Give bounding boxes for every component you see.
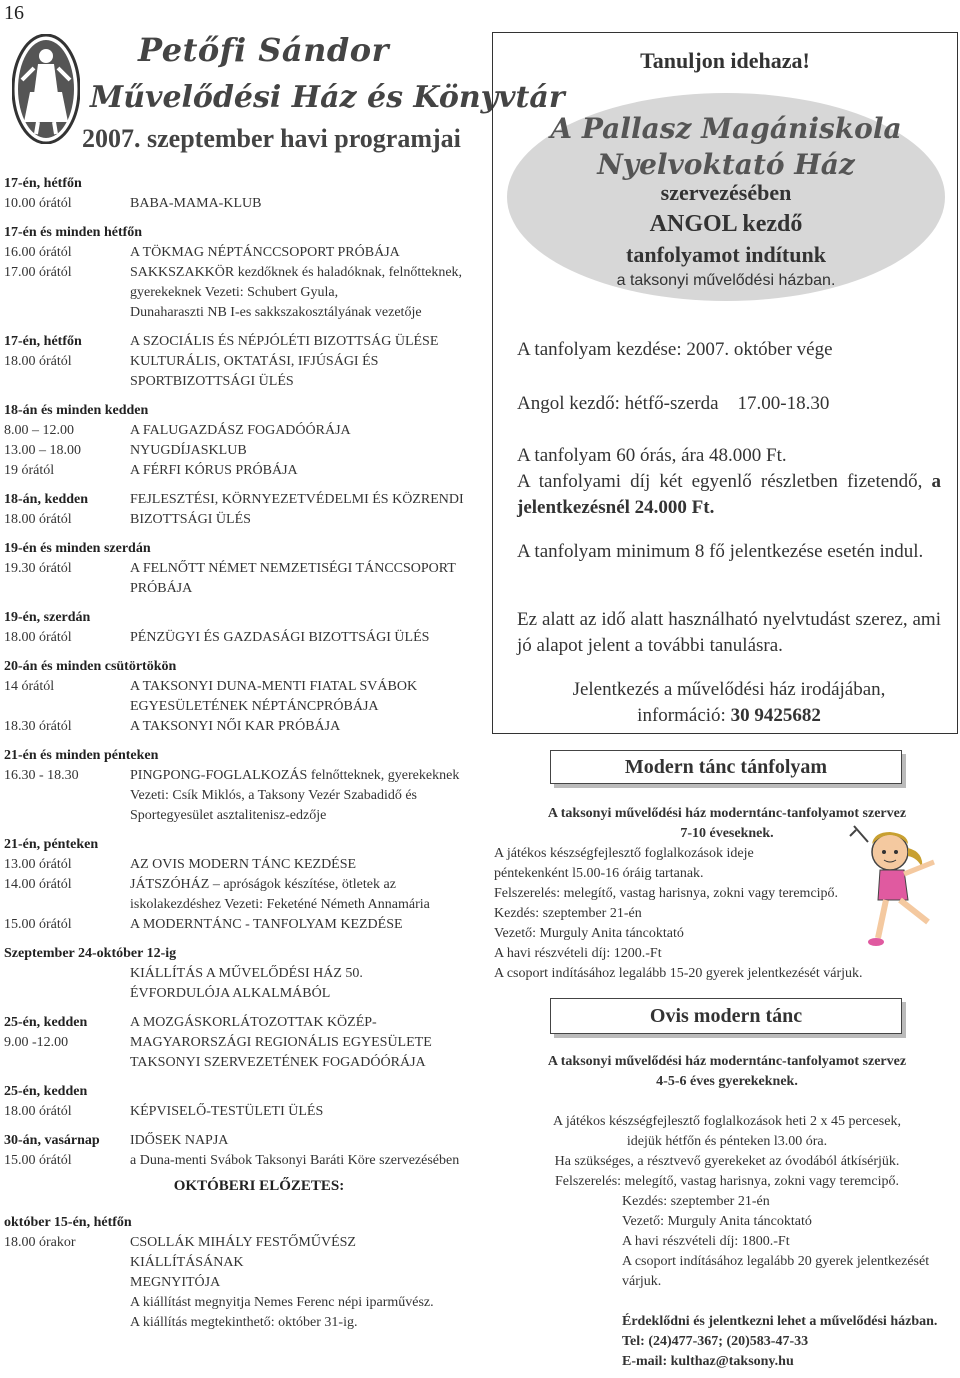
program-row bbox=[4, 1293, 474, 1313]
program-description: PÉNZÜGYI ÉS GAZDASÁGI BIZOTTSÁGI ÜLÉS bbox=[130, 630, 430, 645]
program-description: A kiállítás megtekinthető: október 31-ig. bbox=[130, 1314, 358, 1330]
program-gap bbox=[4, 935, 474, 944]
program-time: 18.00 órától bbox=[4, 354, 72, 369]
program-time bbox=[4, 895, 130, 915]
ovis-dance-button: Ovis modern tánc bbox=[550, 998, 902, 1034]
modern-detail-line: Vezető: Murguly Anita táncoktató bbox=[494, 926, 684, 941]
program-time: 30-án, vasárnap bbox=[4, 1133, 100, 1148]
ad-start-text: tanfolyamot indítunk bbox=[626, 242, 826, 267]
program-row bbox=[4, 1273, 474, 1293]
modern-detail-line: Felszerelés: melegítő, vastag harisnya, zokni vagy teremcipő. bbox=[494, 886, 839, 901]
program-description: A TÖKMAG NÉPTÁNCCSOPORT PRÓBÁJA bbox=[130, 245, 400, 260]
program-row bbox=[4, 1013, 474, 1033]
ad-top-title: Tanuljon idehaza! bbox=[640, 48, 810, 73]
program-description: SPORTBIZOTTSÁGI ÜLÉS bbox=[130, 374, 294, 389]
program-time: 15.00 órától bbox=[4, 917, 72, 932]
program-time: 18.00 órától bbox=[4, 1104, 72, 1119]
program-description: KIÁLLÍTÁS A MŰVELŐDÉSI HÁZ 50. bbox=[130, 966, 363, 981]
program-row bbox=[4, 895, 474, 915]
program-description: BIZOTTSÁGI ÜLÉS bbox=[130, 512, 251, 527]
modern-detail-line: A játékos készségfejlesztő foglalkozások ideje bbox=[494, 846, 754, 861]
ad-minimum: A tanfolyam minimum 8 fő jelentkezése esetén indul. bbox=[517, 541, 924, 562]
program-row bbox=[4, 1253, 474, 1273]
program-heading: 20-án és minden csütörtökön bbox=[4, 659, 177, 674]
program-time: 15.00 órától bbox=[4, 1153, 72, 1168]
ad-school-name: A Pallasz Magániskola bbox=[550, 112, 902, 145]
program-description: Sportegyesület asztalitenisz-edzője bbox=[130, 808, 327, 823]
program-description: A TAKSONYI DUNA-MENTI FIATAL SVÁBOK bbox=[130, 679, 418, 694]
program-row bbox=[4, 1102, 474, 1122]
program-time: 18-án, kedden bbox=[4, 492, 89, 507]
program-row bbox=[4, 915, 474, 935]
program-gap bbox=[4, 599, 474, 608]
program-description: ÉVFORDULÓJA ALKALMÁBÓL bbox=[130, 986, 331, 1001]
modern-details bbox=[494, 844, 874, 984]
program-section-title: OKTÓBERI ELŐZETES: bbox=[173, 1178, 345, 1194]
program-row bbox=[4, 697, 474, 717]
header-title-line1: Petőfi Sándor bbox=[138, 31, 389, 69]
program-row bbox=[4, 352, 474, 372]
ovis-head-line2: 4-5-6 éves gyerekeknek. bbox=[656, 1074, 798, 1089]
program-row bbox=[4, 559, 474, 579]
program-time bbox=[4, 1313, 130, 1333]
program-time bbox=[4, 1053, 130, 1073]
program-time: 9.00 -12.00 bbox=[4, 1035, 69, 1050]
program-time: 19.30 órától bbox=[4, 561, 72, 576]
program-description: PRÓBÁJA bbox=[130, 581, 193, 596]
program-time bbox=[4, 786, 130, 806]
program-time: 25-én, kedden bbox=[4, 1015, 88, 1030]
ovis-info-line: várjuk. bbox=[622, 1274, 662, 1289]
ovis-info-line: Kezdés: szeptember 21-én bbox=[622, 1194, 770, 1209]
modern-detail-line: péntekenként l5.00-16 óráig tartanak. bbox=[494, 866, 704, 881]
program-gap bbox=[4, 826, 474, 835]
ad-price: A tanfolyam 60 órás, ára 48.000 Ft. bbox=[517, 445, 787, 466]
ad-apply bbox=[517, 677, 941, 729]
ovis-contact-line: Érdeklődni és jelentkezni lehet a művelődési házban. bbox=[622, 1314, 938, 1329]
program-description: A kiállítást megnyitja Nemes Ferenc népi iparművész. bbox=[130, 1294, 434, 1310]
program-time bbox=[4, 1253, 130, 1273]
program-description: MAGYARORSZÁGI REGIONÁLIS EGYESÜLETE bbox=[130, 1035, 432, 1050]
program-description: gyerekeknek Vezeti: Schubert Gyula, bbox=[130, 285, 339, 300]
page-number: 16 bbox=[4, 2, 24, 24]
program-time bbox=[4, 1293, 130, 1313]
program-row bbox=[4, 677, 474, 697]
program-row bbox=[4, 243, 474, 263]
ad-payment bbox=[517, 469, 941, 521]
program-description: A MODERNTÁNC - TANFOLYAM KEZDÉSE bbox=[130, 917, 403, 932]
program-row bbox=[4, 766, 474, 786]
program-time bbox=[4, 697, 130, 717]
dancer-logo-icon bbox=[12, 34, 80, 144]
program-row bbox=[4, 421, 474, 441]
program-gap bbox=[4, 737, 474, 746]
program-time: 18.30 órától bbox=[4, 719, 72, 734]
ovis-contact-line: E-mail: kulthaz@taksony.hu bbox=[622, 1354, 794, 1369]
program-row bbox=[4, 964, 474, 984]
program-row bbox=[4, 855, 474, 875]
program-time bbox=[4, 372, 130, 392]
program-time bbox=[4, 579, 130, 599]
program-gap bbox=[4, 392, 474, 401]
modern-detail-line: Kezdés: szeptember 21-én bbox=[494, 906, 642, 921]
program-time: 14.00 órától bbox=[4, 877, 72, 892]
ovis-detail-line: Ha szükséges, a résztvevő gyerekeket az óvodából átkísérjük. bbox=[554, 1154, 900, 1169]
program-time: 19 órától bbox=[4, 463, 55, 478]
program-time bbox=[4, 806, 130, 826]
program-row bbox=[4, 1053, 474, 1073]
ovis-contact-line: Tel: (24)477-367; (20)583-47-33 bbox=[622, 1334, 809, 1349]
program-description: TAKSONYI SZERVEZETÉNEK FOGADÓÓRÁJA bbox=[130, 1055, 426, 1070]
ad-start-date: A tanfolyam kezdése: 2007. október vége bbox=[517, 339, 833, 360]
program-row bbox=[4, 303, 474, 323]
program-description: MEGNYITÓJA bbox=[130, 1274, 221, 1290]
program-time bbox=[4, 964, 130, 984]
program-heading: 19-én, szerdán bbox=[4, 610, 91, 625]
program-description: SAKKSZAKKÖR kezdőknek és haladóknak, felnőtteknek, bbox=[130, 265, 463, 280]
program-gap bbox=[4, 323, 474, 332]
program-row bbox=[4, 332, 474, 352]
program-gap bbox=[4, 1073, 474, 1082]
program-row bbox=[4, 441, 474, 461]
program-row bbox=[4, 1313, 474, 1333]
ovis-head bbox=[494, 1052, 960, 1092]
program-description: AZ OVIS MODERN TÁNC KEZDÉSE bbox=[130, 857, 357, 872]
program-row bbox=[4, 461, 474, 481]
ovis-contact bbox=[622, 1312, 960, 1372]
dancing-girl-icon bbox=[848, 822, 948, 962]
ad-apply-text: Jelentkezés a művelődési ház irodájában, bbox=[572, 679, 886, 700]
program-row bbox=[4, 984, 474, 1004]
program-description: KULTURÁLIS, OKTATÁSI, IFJÚSÁGI ÉS bbox=[130, 354, 379, 369]
program-gap bbox=[4, 530, 474, 539]
ad-location: a taksonyi művelődési házban. bbox=[616, 272, 836, 289]
program-heading: 17-én, hétfőn bbox=[4, 176, 82, 191]
program-description: Dunaharaszti NB I-es sakkszakosztályának vezetője bbox=[130, 305, 422, 320]
modern-detail-line: A havi részvételi díj: 1200.-Ft bbox=[494, 946, 662, 961]
program-description: IDŐSEK NAPJA bbox=[130, 1133, 229, 1148]
program-description: KÉPVISELŐ-TESTÜLETI ÜLÉS bbox=[130, 1104, 324, 1119]
language-course-ad bbox=[492, 32, 958, 734]
program-row bbox=[4, 579, 474, 599]
program-heading: október 15-én, hétfőn bbox=[4, 1214, 132, 1230]
program-description: A FELNŐTT NÉMET NEMZETISÉGI TÁNCCSOPORT bbox=[130, 561, 456, 576]
program-description: CSOLLÁK MIHÁLY FESTŐMŰVÉSZ bbox=[130, 1234, 356, 1250]
program-time: 13.00 – 18.00 bbox=[4, 443, 81, 458]
program-time: 8.00 – 12.00 bbox=[4, 423, 74, 438]
program-gap bbox=[4, 1122, 474, 1131]
program-description: A MOZGÁSKORLÁTOZOTTAK KÖZÉP- bbox=[130, 1015, 377, 1030]
program-row bbox=[4, 283, 474, 303]
ad-payment-text: A tanfolyami díj két egyenlő részletben fizetendő, bbox=[517, 471, 932, 492]
program-heading: 21-én, pénteken bbox=[4, 837, 99, 852]
program-description: PINGPONG-FOGLALKOZÁS felnőtteknek, gyerekeknek bbox=[130, 768, 460, 783]
ovis-info bbox=[622, 1192, 960, 1292]
program-description: A TAKSONYI NŐI KAR PRÓBÁJA bbox=[130, 719, 341, 734]
program-description: JÁTSZÓHÁZ – apróságok készítése, ötletek az bbox=[130, 877, 396, 892]
program-time: 10.00 órától bbox=[4, 196, 72, 211]
program-row bbox=[4, 490, 474, 510]
ovis-detail-line: idejük hétfőn és pénteken l3.00 óra. bbox=[626, 1134, 828, 1149]
program-heading: 25-én, kedden bbox=[4, 1084, 88, 1099]
program-row bbox=[4, 372, 474, 392]
program-description: KIÁLLÍTÁSÁNAK bbox=[130, 1254, 244, 1270]
program-gap bbox=[4, 481, 474, 490]
program-description: Vezeti: Csík Miklós, a Taksony Vezér Szabadidő és bbox=[130, 788, 418, 803]
program-time bbox=[4, 984, 130, 1004]
program-description: BABA-MAMA-KLUB bbox=[130, 196, 262, 211]
ovis-info-line: A havi részvételi díj: 1800.-Ft bbox=[622, 1234, 790, 1249]
ad-info-label: információ: bbox=[637, 705, 731, 726]
program-description: FEJLESZTÉSI, KÖRNYEZETVÉDELMI ÉS KÖZRENDI bbox=[130, 492, 464, 507]
program-list bbox=[4, 174, 474, 1333]
modern-head-line2: 7-10 éveseknek. bbox=[680, 826, 774, 841]
ovis-head-line1: A taksonyi művelődési ház moderntánc-tanfolyamot szervez bbox=[547, 1054, 907, 1069]
program-description: iskolakezdéshez Vezeti: Feketéné Németh Annamária bbox=[130, 897, 430, 912]
program-row bbox=[4, 263, 474, 283]
ovis-detail-line: Felszerelés: melegítő, vastag harisnya, zokni vagy teremcipő. bbox=[554, 1174, 900, 1189]
program-heading: 19-én és minden szerdán bbox=[4, 541, 151, 556]
program-row bbox=[4, 1033, 474, 1053]
program-gap bbox=[4, 648, 474, 657]
program-description: A SZOCIÁLIS ÉS NÉPJÓLÉTI BIZOTTSÁG ÜLÉSE bbox=[130, 334, 439, 349]
program-row bbox=[4, 717, 474, 737]
program-description: NYUGDÍJASKLUB bbox=[130, 443, 247, 458]
header-title-line2: Művelődési Ház és Könyvtár bbox=[90, 80, 565, 115]
header-subtitle: 2007. szeptember havi programjai bbox=[82, 124, 461, 153]
program-row bbox=[4, 1131, 474, 1151]
program-time: 18.00 órakor bbox=[4, 1234, 76, 1250]
ad-course-name: ANGOL kezdő bbox=[649, 211, 803, 237]
program-time: 17-én, hétfőn bbox=[4, 334, 82, 349]
program-time bbox=[4, 303, 130, 323]
program-gap bbox=[4, 1004, 474, 1013]
ad-phone: 30 9425682 bbox=[730, 705, 821, 726]
ad-school-name-2: Nyelvoktató Ház bbox=[597, 148, 855, 181]
program-description: A FALUGAZDÁSZ FOGADÓÓRÁJA bbox=[130, 423, 351, 438]
program-row bbox=[4, 510, 474, 530]
modern-head-line1: A taksonyi művelődési ház moderntánc-tanfolyamot szervez bbox=[547, 806, 907, 821]
program-time bbox=[4, 1273, 130, 1293]
program-time: 18.00 órától bbox=[4, 512, 72, 527]
program-heading: 21-én és minden pénteken bbox=[4, 748, 159, 763]
ovis-info-line: A csoport indításához legalább 20 gyerek jelentkezését bbox=[622, 1254, 930, 1269]
ad-benefit: Ez alatt az idő alatt használható nyelvtudást szerez, ami jó alapot jelent a további tanulásra. bbox=[517, 609, 941, 656]
program-time: 16.30 - 18.30 bbox=[4, 768, 79, 783]
ad-oval bbox=[507, 93, 945, 301]
program-time: 16.00 órától bbox=[4, 245, 72, 260]
ad-schedule: Angol kezdő: hétfő-szerda 17.00-18.30 bbox=[517, 393, 830, 414]
program-row bbox=[4, 1151, 474, 1171]
program-row bbox=[4, 806, 474, 826]
ovis-detail-line: A játékos készségfejlesztő foglalkozások heti 2 x 45 percesek, bbox=[553, 1114, 901, 1129]
ovis-info-line: Vezető: Murguly Anita táncoktató bbox=[622, 1214, 812, 1229]
program-time bbox=[4, 283, 130, 303]
ad-payment-bold: a jelentkezésnél 24.000 Ft. bbox=[517, 471, 941, 518]
program-row bbox=[4, 1233, 474, 1253]
program-row bbox=[4, 194, 474, 214]
program-heading: Szeptember 24-október 12-ig bbox=[4, 946, 177, 961]
program-heading: 18-án és minden kedden bbox=[4, 403, 149, 418]
program-description: EGYESÜLETÉNEK NÉPTÁNCPRÓBÁJA bbox=[130, 699, 379, 714]
program-heading: 17-én és minden hétfőn bbox=[4, 225, 143, 240]
program-time: 13.00 órától bbox=[4, 857, 72, 872]
program-gap bbox=[4, 214, 474, 223]
ad-info bbox=[517, 703, 941, 729]
program-row bbox=[4, 875, 474, 895]
modern-dance-button: Modern tánc tánfolyam bbox=[550, 750, 902, 784]
program-time: 14 órától bbox=[4, 679, 55, 694]
program-description: A FÉRFI KÓRUS PRÓBÁJA bbox=[130, 463, 298, 478]
ovis-details bbox=[494, 1112, 960, 1192]
program-row bbox=[4, 628, 474, 648]
program-row bbox=[4, 786, 474, 806]
program-time: 17.00 órától bbox=[4, 265, 72, 280]
program-time: 18.00 órától bbox=[4, 630, 72, 645]
ad-organized: szervezésében bbox=[660, 180, 792, 205]
modern-detail-line: A csoport indításához legalább 15-20 gyerek jelentkezését várjuk. bbox=[494, 966, 863, 981]
program-description: a Duna-menti Svábok Taksonyi Baráti Köre szervezésében bbox=[130, 1153, 460, 1168]
